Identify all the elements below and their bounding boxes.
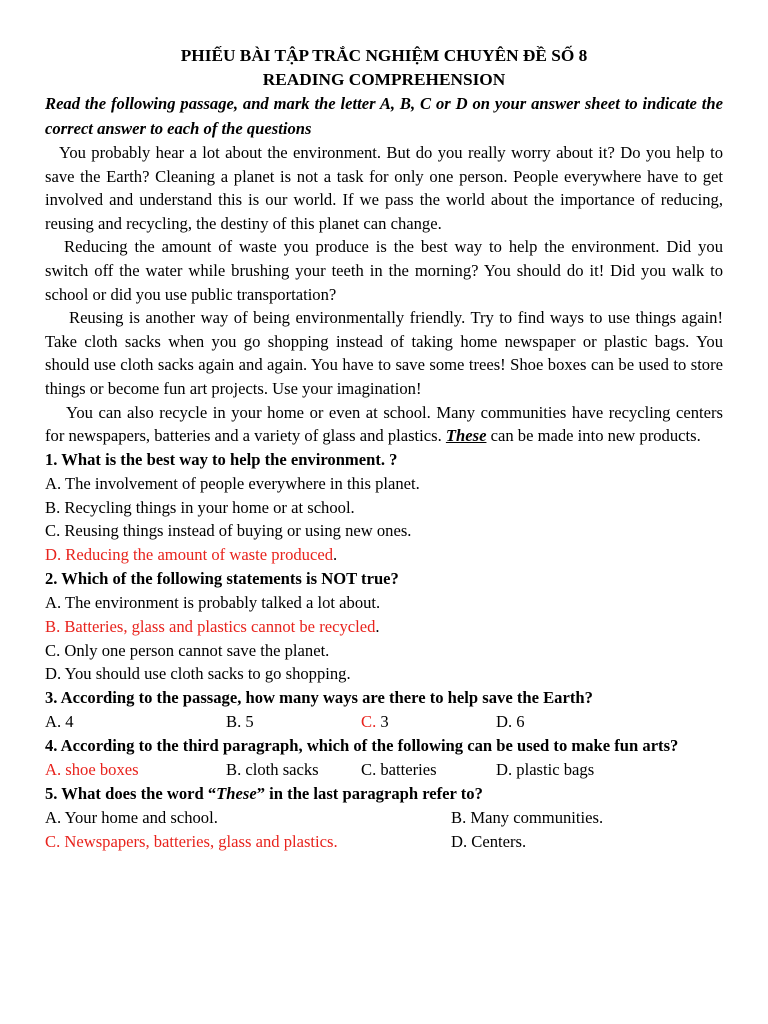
q3-option-c-value: 3	[376, 712, 389, 732]
q5-text-end: ” in the last paragraph refer to?	[256, 784, 483, 804]
q2-option-b-period: .	[375, 616, 380, 636]
question-2: 2. Which of the following statements is NOT true?	[45, 568, 399, 588]
paragraph-4-text-start: You can also recycle in your home or even at school. Many communities have recycling centers for newspapers, batteries and a variety of glass and plastics.	[45, 402, 723, 446]
q1-option-a: A. The involvement of people everywhere in this planet.	[45, 473, 420, 493]
q2-option-c: C. Only one person cannot save the planet.	[45, 640, 330, 660]
q3-option-b: B. 5	[226, 712, 254, 732]
worksheet-title	[45, 44, 723, 92]
passage-paragraph-1: You probably hear a lot about the environment. But do you really worry about it? Do you help to save the Earth? Cleaning a planet is not a task for only one person. People everywhere have to get involved and understand this is our world. If we pass the world about the importance of reducing, reusing and recycling, the destiny of this planet can change.	[45, 143, 723, 233]
question-3: 3. According to the passage, how many ways are there to help save the Earth?	[45, 688, 593, 708]
q5-keyword: These	[216, 784, 257, 804]
q3-option-d: D. 6	[496, 712, 525, 732]
q5-options-row-2	[45, 830, 723, 854]
title-line-2: READING COMPREHENSION	[262, 70, 506, 89]
q1-option-d-period: .	[333, 545, 338, 565]
q1-option-c: C. Reusing things instead of buying or using new ones.	[45, 521, 412, 541]
passage-paragraph-3: Reusing is another way of being environmentally friendly. Try to find ways to use things again! Take cloth sacks when you go shopping instead of taking home newspaper or plastic bags. You should use cloth sacks again and again. You have to save some trees! Shoe boxes can be used to store things or become fun art projects. Use your imagination!	[45, 308, 723, 398]
q2-option-a: A. The environment is probably talked a lot about.	[45, 592, 381, 612]
q2-correct-answer: B. Batteries, glass and plastics cannot be recycled	[45, 616, 376, 636]
q2-option-b	[45, 615, 723, 639]
q1-option-b: B. Recycling things in your home or at school.	[45, 497, 355, 517]
q5-option-b: B. Many communities.	[451, 808, 604, 828]
q5-correct-answer: C. Newspapers, batteries, glass and plastics.	[45, 832, 338, 852]
question-5	[45, 782, 723, 806]
question-4: 4. According to the third paragraph, which of the following can be used to make fun arts?	[45, 736, 679, 756]
q1-correct-answer: D. Reducing the amount of waste produced	[45, 545, 334, 565]
q4-option-b: B. cloth sacks	[226, 760, 319, 780]
q1-option-d	[45, 543, 723, 567]
q4-options-row	[45, 758, 723, 782]
passage-paragraph-4	[45, 401, 723, 448]
paragraph-4-text-end: can be made into new products.	[486, 426, 701, 446]
q2-option-d: D. You should use cloth sacks to go shopping.	[45, 664, 351, 684]
q3-options-row	[45, 710, 723, 734]
q4-option-c: C. batteries	[361, 760, 437, 780]
q5-option-a: A. Your home and school.	[45, 808, 218, 828]
q5-text-start: 5. What does the word “	[45, 784, 217, 804]
title-line-1: PHIẾU BÀI TẬP TRẮC NGHIỆM CHUYÊN ĐỀ SỐ 8	[180, 46, 588, 65]
q5-option-d: D. Centers.	[451, 832, 527, 852]
q3-correct-letter: C.	[361, 712, 377, 732]
q3-option-a: A. 4	[45, 712, 74, 732]
instruction-text: Read the following passage, and mark the letter A, B, C or D on your answer sheet to indicate the correct answer to each of the questions	[45, 94, 723, 138]
q5-options-row-1	[45, 806, 723, 830]
q4-correct-answer: A. shoe boxes	[45, 760, 139, 780]
q4-option-d: D. plastic bags	[496, 760, 595, 780]
keyword-these: These	[445, 426, 487, 446]
question-1: 1. What is the best way to help the environment. ?	[45, 449, 398, 469]
passage-paragraph-2: Reducing the amount of waste you produce is the best way to help the environment. Did you switch off the water while brushing your teeth in the morning? You should do it! Did you walk to school or did you use public transportation?	[45, 237, 723, 304]
q3-option-c	[361, 710, 496, 734]
